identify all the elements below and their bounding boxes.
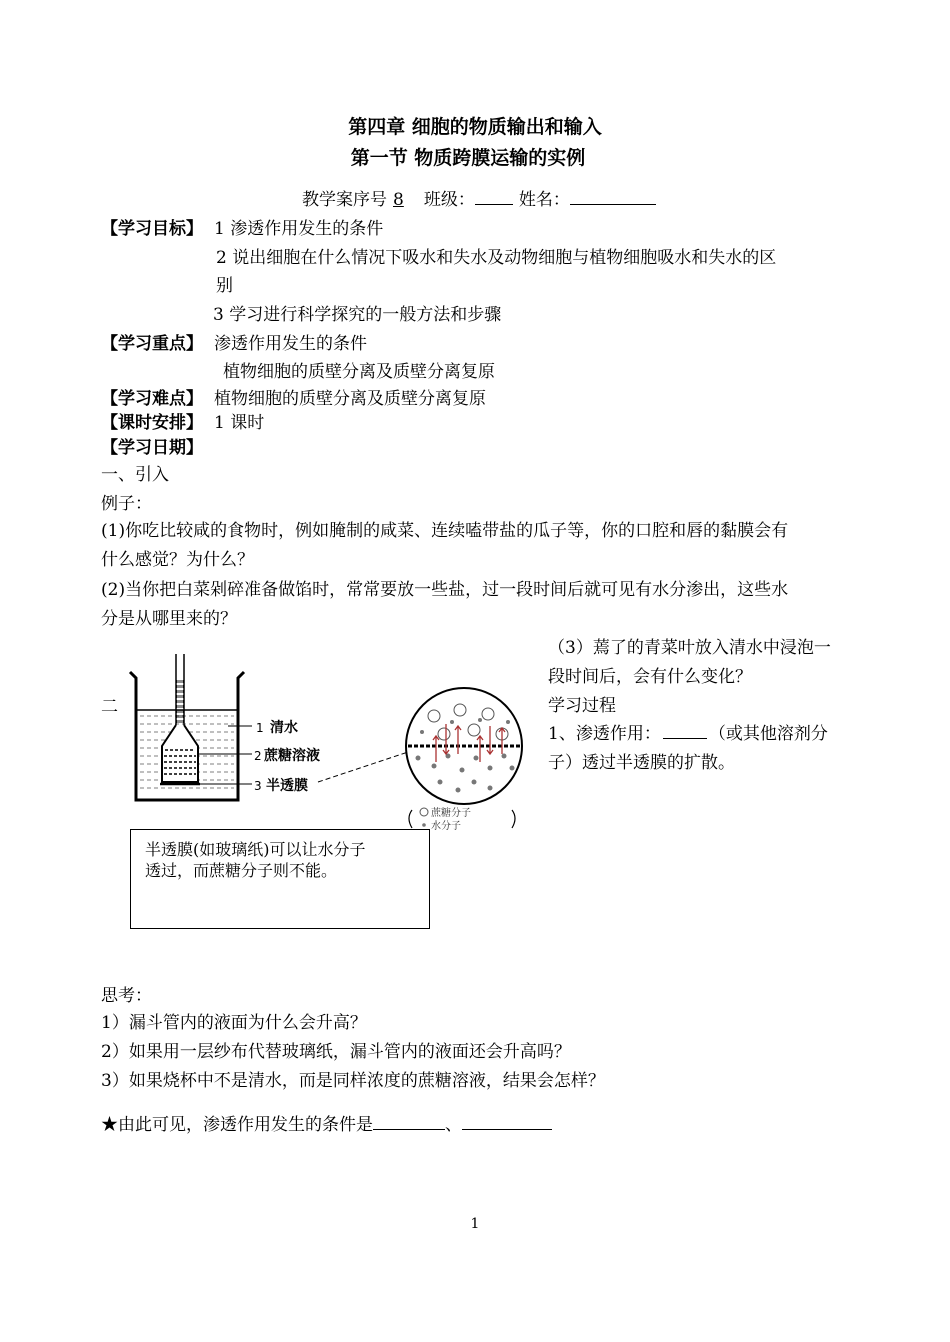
objective-2-line1: 2 说出细胞在什么情况下吸水和失水及动物细胞与植物细胞吸水和失水的区 (216, 248, 777, 268)
date-label: 【学习日期】 (101, 438, 203, 458)
learning-process-heading: 学习过程 (548, 696, 616, 716)
schedule-label: 【课时安排】 (101, 413, 203, 433)
osmosis-blank[interactable] (663, 722, 707, 739)
legend-water-icon (422, 823, 426, 827)
schedule-text: 1 课时 (214, 413, 265, 433)
key-points-label: 【学习重点】 (101, 334, 203, 354)
examples-label: 例子： (101, 494, 152, 514)
section-two-marker: 二 (101, 697, 118, 717)
case-info-line (302, 185, 656, 210)
thinking-question-2: 2）如果用一层纱布代替玻璃纸，漏斗管内的液面还会升高吗？ (101, 1042, 571, 1062)
osmosis-suffix: （或其他溶剂分 (708, 724, 828, 744)
thinking-question-1: 1）漏斗管内的液面为什么会升高？ (101, 1013, 367, 1033)
note-line-2: 透过，而蔗糖分子则不能。 (145, 861, 338, 880)
osmosis-diagram (118, 650, 538, 840)
label-sucrose-solution: 蔗糖溶液 (264, 748, 320, 764)
osmosis-prefix: 1、渗透作用： (548, 724, 661, 744)
osmosis-definition-line1 (548, 719, 828, 744)
objective-3: 3 学习进行科学探究的一般方法和步骤 (213, 305, 502, 325)
key-point-1: 渗透作用发生的条件 (214, 334, 367, 354)
condition-blank-2[interactable] (462, 1113, 552, 1130)
question-2-line1: (2)当你把白菜剁碎准备做馅时，常常要放一些盐，过一段时间后就可见有水分渗出，这些水 (101, 580, 789, 600)
magnified-membrane-view (406, 688, 522, 804)
conclusion-separator: 、 (445, 1115, 462, 1135)
key-point-2: 植物细胞的质壁分离及质壁分离复原 (223, 362, 495, 382)
thinking-label: 思考： (101, 986, 152, 1006)
question-3-line2: 段时间后，会有什么变化？ (548, 667, 752, 687)
funnel-bulb (160, 725, 200, 784)
funnel-tube (176, 654, 184, 725)
objectives-label: 【学习目标】 (101, 219, 203, 239)
class-label: 班级： (423, 190, 475, 210)
label-semipermeable-membrane: 半透膜 (266, 778, 308, 794)
legend-sucrose-icon (420, 808, 428, 816)
label-clear-water: 清水 (270, 720, 298, 736)
legend-water-label: 水分子 (431, 821, 461, 832)
osmosis-definition-line2: 子）透过半透膜的扩散。 (548, 753, 735, 773)
case-label: 教学案序号 (302, 190, 387, 210)
semipermeable-note-box (130, 829, 430, 929)
conclusion-line (101, 1110, 552, 1135)
page-number: 1 (470, 1216, 480, 1232)
label-3-number: 3 (254, 779, 262, 793)
note-line-1: 半透膜(如玻璃纸)可以让水分子 (145, 840, 366, 859)
thinking-question-3: 3）如果烧杯中不是清水，而是同样浓度的蔗糖溶液，结果会怎样？ (101, 1071, 605, 1091)
question-3-line1: （3）蔫了的青菜叶放入清水中浸泡一 (548, 638, 831, 658)
label-2-number: 2 (254, 749, 262, 763)
objective-1: 1 渗透作用发生的条件 (214, 219, 384, 239)
case-number: 8 (393, 190, 404, 210)
objective-2-line2: 别 (216, 276, 233, 296)
intro-heading: 一、引入 (101, 465, 169, 485)
section-title: 第一节 物质跨膜运输的实例 (350, 147, 586, 169)
condition-blank-1[interactable] (373, 1113, 445, 1130)
name-blank[interactable] (570, 188, 656, 205)
difficulties-label: 【学习难点】 (101, 389, 203, 409)
question-1-line2: 什么感觉？为什么？ (101, 550, 254, 570)
name-label: 姓名： (518, 190, 570, 210)
difficulty-text: 植物细胞的质壁分离及质壁分离复原 (214, 389, 486, 409)
class-blank[interactable] (475, 188, 513, 205)
label-1-number: 1 (256, 721, 264, 735)
question-1-line1: (1)你吃比较咸的食物时，例如腌制的咸菜、连续嗑带盐的瓜子等，你的口腔和唇的黏膜会有 (101, 521, 789, 541)
conclusion-prefix: ★由此可见，渗透作用发生的条件是 (101, 1115, 373, 1135)
question-2-line2: 分是从哪里来的？ (101, 609, 237, 629)
chapter-title: 第四章 细胞的物质输出和输入 (348, 116, 602, 138)
legend-sucrose-label: 蔗糖分子 (431, 808, 471, 819)
